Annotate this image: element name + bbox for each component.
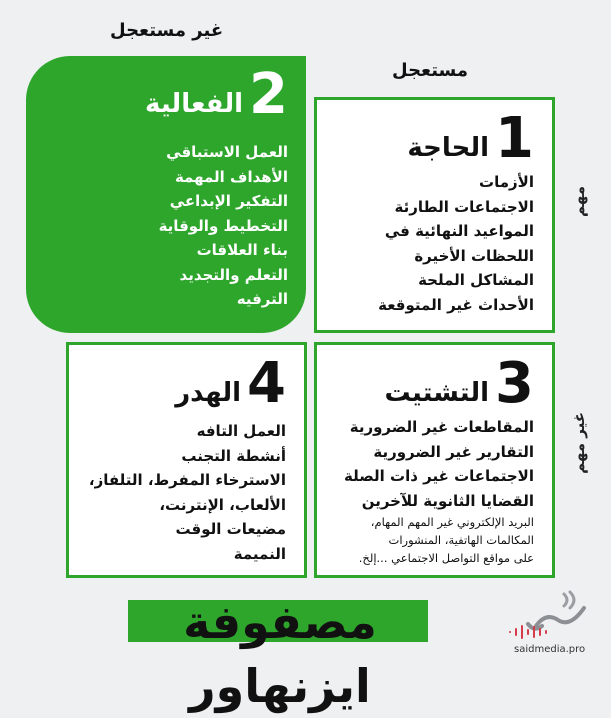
list-item: المواعيد النهائية في	[384, 222, 534, 240]
list-item: مضيعات الوقت	[175, 520, 286, 538]
brand-url: saidmedia.pro	[514, 644, 586, 655]
quadrant-number: 1	[495, 106, 534, 171]
header-urgent: مستعجل	[392, 60, 469, 81]
list-item: الألعاب، الإنترنت،	[159, 495, 286, 514]
list-note: المكالمات الهاتفية، المنشورات	[388, 533, 534, 547]
list-item: العمل الاستباقي	[166, 143, 288, 161]
quadrant-necessity	[314, 97, 555, 333]
list-note: البريد الإلكتروني غير المهم المهام،	[370, 515, 534, 529]
list-item: التقارير غير الضرورية	[373, 442, 534, 461]
list-item: الأزمات	[479, 173, 534, 191]
list-item: الاجتماعات غير ذات الصلة	[344, 467, 534, 485]
list-item: التخطيط والوقاية	[158, 216, 288, 235]
quadrant-waste	[66, 342, 307, 578]
list-item: أنشطة التجنب	[181, 446, 286, 465]
list-item: الاسترخاء المفرط، التلفاز،	[88, 471, 286, 489]
list-item: بناء العلاقات	[196, 241, 288, 259]
quadrant-effectiveness	[26, 56, 306, 333]
list-item: الترفيه	[236, 290, 288, 308]
list-item: الأهداف المهمة	[174, 167, 288, 186]
item-list	[89, 419, 286, 566]
header-important: مهم	[570, 186, 588, 217]
item-list	[159, 140, 288, 312]
list-item: التعلم والتجديد	[179, 265, 288, 284]
item-list	[378, 170, 534, 317]
header-not-urgent: غير مستعجل	[110, 20, 224, 41]
quadrant-name: الهدر	[175, 378, 242, 408]
header-not-important: غير مهم	[570, 412, 588, 474]
list-item: اللحظات الأخيرة	[414, 246, 534, 265]
brand-logo	[506, 586, 602, 642]
list-item: النميمة	[233, 544, 286, 563]
list-item: الأحداث غير المتوقعة	[378, 295, 534, 314]
list-item: الاجتماعات الطارئة	[394, 197, 534, 216]
list-item: التفكير الإبداعي	[169, 192, 288, 210]
quadrant-name: الحاجة	[407, 133, 490, 163]
quadrant-title	[384, 351, 534, 416]
page-title: مصفوفة ايزنهاور	[183, 595, 377, 713]
item-list	[344, 415, 534, 567]
quadrant-number: 4	[247, 351, 286, 416]
quadrant-title	[175, 351, 286, 416]
quadrant-title	[145, 62, 288, 127]
list-item: المشاكل الملحة	[418, 271, 534, 289]
list-item: المقاطعات غير الضرورية	[349, 418, 534, 436]
quadrant-number: 2	[249, 62, 288, 127]
quadrant-title	[407, 106, 534, 171]
list-item: العمل التافه	[196, 422, 286, 440]
quadrant-distraction	[314, 342, 555, 578]
list-note: على مواقع التواصل الاجتماعي ...إلخ.	[358, 551, 534, 565]
quadrant-name: الفعالية	[145, 89, 244, 119]
quadrant-name: التشتيت	[384, 378, 490, 408]
list-item: القضايا الثانوية للآخرين	[361, 491, 534, 510]
quadrant-number: 3	[495, 351, 534, 416]
